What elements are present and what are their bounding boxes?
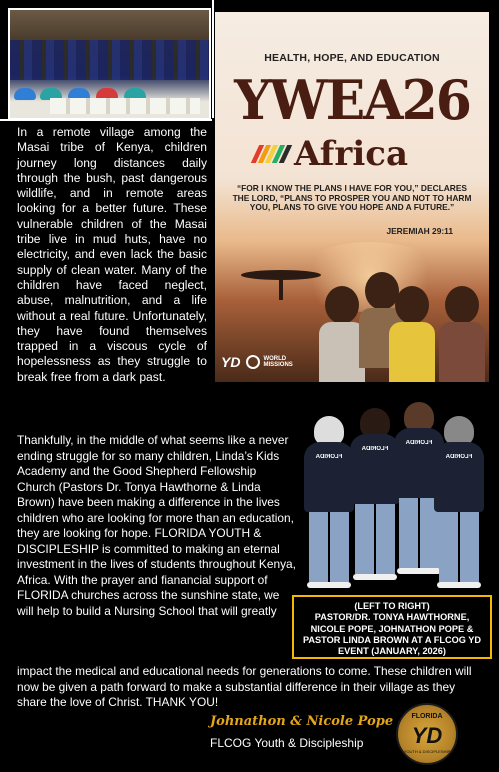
globe-icon [246, 355, 260, 369]
article-paragraph-2: Thankfully, in the middle of what seems like a never ending struggle for so many children, Linda’s Kids Academy and the Good Shepherd Fellowship Church (Pastors Dr. Tonya Hawthorne & Linda Brown) have been making a difference in the lives children who are looking for more than an education, they are looking for hope. FLORIDA YOUTH & DISCIPLESHIP is committed to making an eternal investment in the lives of students throughout Kenya, Africa. With the prayer and fianancial support of FLORIDA churches across the sunshine state, we will help to build a Nursing School that will greatly [17, 433, 296, 618]
signature-name: Johnathon & Nicole Pope [210, 714, 394, 729]
students-group [10, 40, 209, 80]
papers-on-desk [50, 98, 200, 114]
kente-stripes-icon [251, 145, 292, 163]
mission-poster [215, 12, 489, 382]
poster-region-row [255, 134, 408, 174]
hoodie-label: FLORIDA [315, 454, 343, 460]
frame-divider-horizontal [0, 119, 212, 121]
badge-top-text: FLORIDA [411, 713, 443, 720]
florida-yd-badge [396, 703, 458, 765]
world-missions-line2: MISSIONS [263, 362, 293, 368]
caption-heading: (LEFT TO RIGHT) [354, 601, 430, 611]
hoodie-label: FLORIDA [445, 454, 473, 460]
group-photo [300, 408, 485, 588]
frame-divider-vertical [212, 0, 214, 118]
poster-brand-title: YWEA26 [234, 68, 470, 133]
signature-organization: FLCOG Youth & Discipleship [210, 736, 364, 750]
world-missions-line1: WORLD [263, 356, 287, 362]
yd-logo: YD [221, 354, 241, 370]
children-photo [319, 252, 489, 382]
badge-mid-text: YD [411, 723, 443, 748]
acacia-tree-icon [241, 270, 321, 300]
article-paragraph-1: In a remote village among the Masai tribe of Kenya, children journey long distances daily through the bush, past dangerous wildlife, and in remote areas looking for a better future. These vulnerable children of the Masai tribe live in mud huts, have no electricity, and even lack the basic supply of clean water. Many of the children have faced neglect, abuse, malnutrition, and a life without a real future. Unfortunately, they have found themselves trapped in a viscous cycle of hopelessness as they struggle to break free from a dark past. [17, 125, 207, 384]
poster-scripture-reference: JEREMIAH 29:11 [386, 226, 453, 236]
caption-text: PASTOR/DR. TONYA HAWTHORNE, NICOLE POPE, JOHNATHON POPE & PASTOR LINDA BROWN AT A FLCOG YD EVENT (JANUARY, 2026) [302, 612, 482, 657]
article-paragraph-3: impact the medical and educational needs for generations to come. These children will now be given a path forward to make a substantial difference in their village as they share the love of Christ. THANK YOU! [17, 664, 472, 709]
hoodie-label: FLORIDA [361, 446, 389, 452]
photo-caption [292, 595, 492, 659]
badge-bottom-text: YOUTH & DISCIPLESHIP [403, 749, 451, 754]
poster-logos [221, 354, 293, 370]
poster-region-title: Africa [294, 134, 408, 174]
poster-heading: HEALTH, HOPE, AND EDUCATION [264, 52, 440, 64]
classroom-photo [8, 8, 211, 120]
hoodie-label: FLORIDA [405, 440, 433, 446]
poster-scripture-quote: “FOR I KNOW THE PLANS I HAVE FOR YOU,” DECLARES THE LORD, “PLANS TO PROSPER YOU AND NOT TO HARM YOU, PLANS TO GIVE YOU HOPE AND A FUTURE.” [232, 183, 472, 213]
world-missions-logo [246, 355, 292, 369]
